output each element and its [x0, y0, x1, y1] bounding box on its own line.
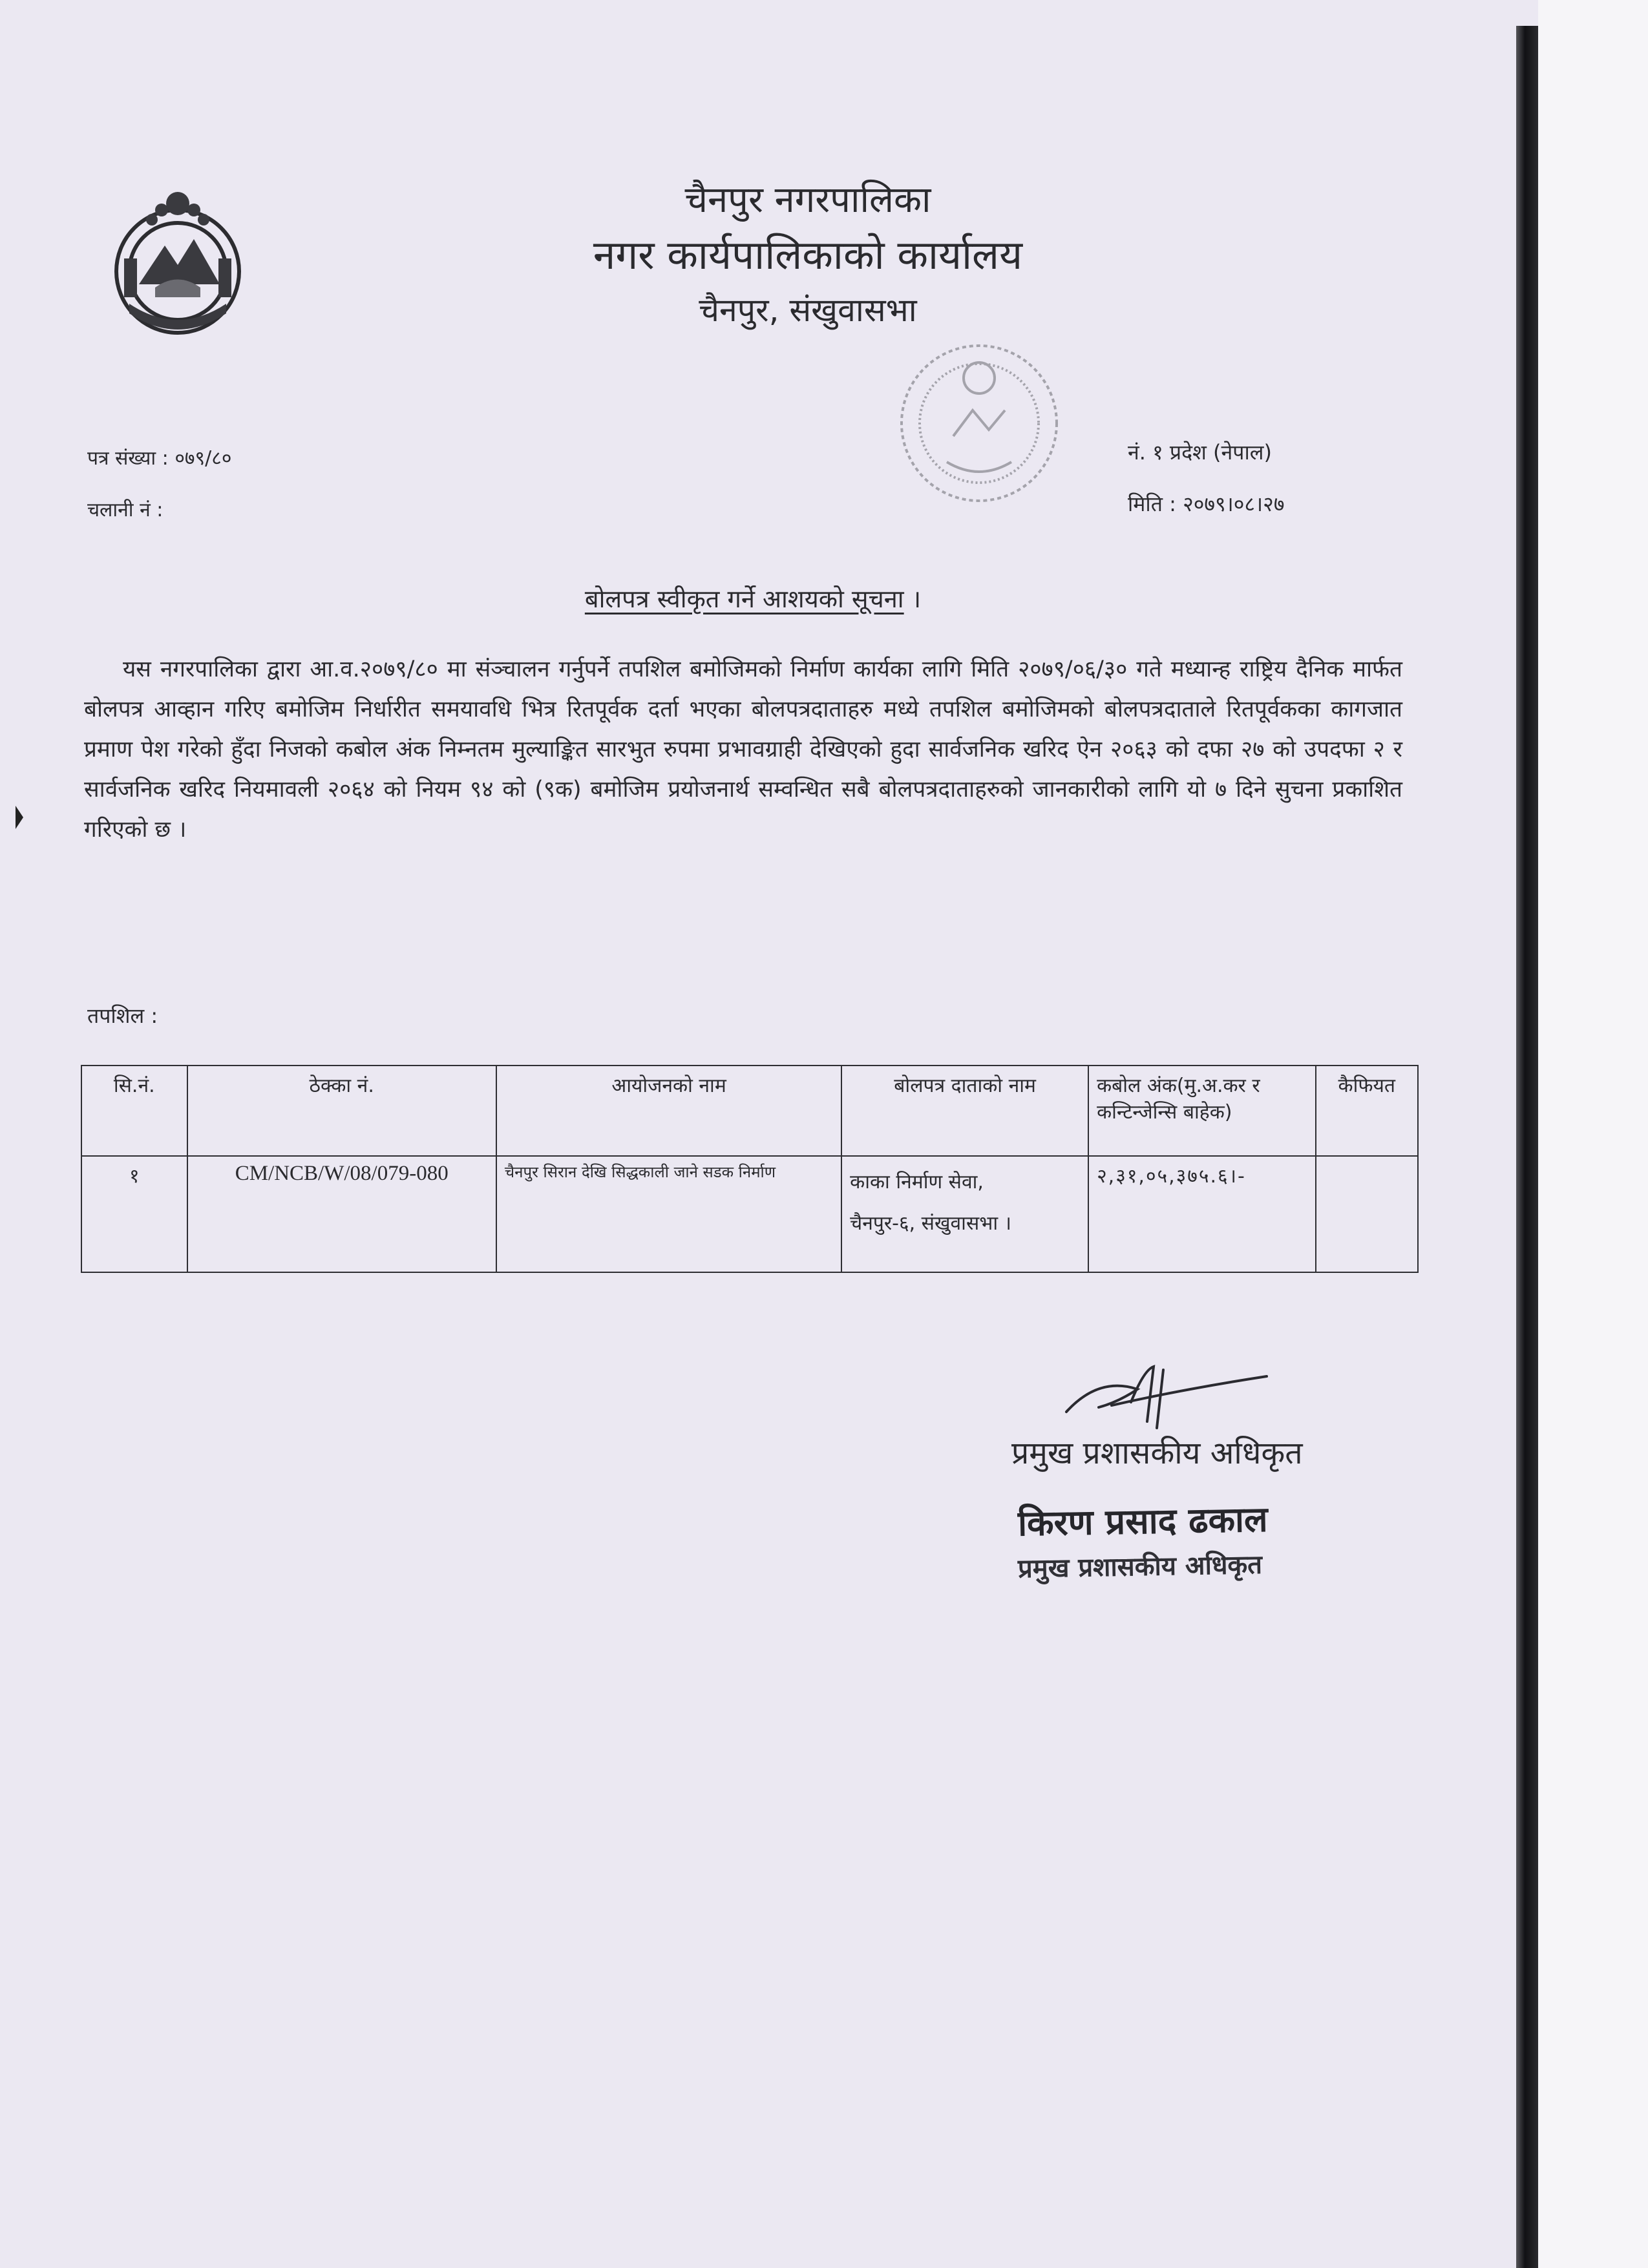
- scan-shadow-edge: [1516, 26, 1538, 2268]
- cell-bid-amount: २,३१,०५,३७५.६।-: [1088, 1156, 1315, 1272]
- scan-margin: [1538, 0, 1648, 2268]
- nepal-emblem-icon: [90, 174, 265, 349]
- table-row: [81, 1156, 1418, 1272]
- col-header-contract-no: ठेक्का नं.: [187, 1066, 496, 1156]
- tender-table: [81, 1065, 1419, 1273]
- signatory-title: प्रमुख प्रशासकीय अधिकृत: [1011, 1435, 1303, 1471]
- subject-text: बोलपत्र स्वीकृत गर्ने आशयको सूचना: [584, 585, 904, 613]
- cell-remarks: [1316, 1156, 1418, 1272]
- office-name: नगर कार्यपालिकाको कार्यालय: [593, 231, 1023, 278]
- col-header-bidder: बोलपत्र दाताको नाम: [841, 1066, 1088, 1156]
- province-label: नं. १ प्रदेश (नेपाल): [1128, 440, 1272, 465]
- notice-body: यस नगरपालिका द्वारा आ.व.२०७९/८० मा संञ्चालन गर्नुपर्ने तपशिल बमोजिमको निर्माण कार्यका लागि मिति २०७९/०६/३० गते मध्यान्ह राष्ट्रिय दैनिक मार्फत बोलपत्र आव्हान गरिए बमोजिम निर्धारीत समयावधि भित्र रितपूर्वक दर्ता भएका बोलपत्रदाताहरु मध्ये तपशिल बमोजिमको बोलपत्रदाताले रितपूर्वकका कागजात प्रमाण पेश गरेको हुँदा निजको कबोल अंक निम्नतम मुल्याङ्कित सारभुत रुपमा प्रभावग्राही देखिएको हुदा सार्वजनिक खरिद ऐन २०६३ को दफा २७ को उपदफा २ र सार्वजनिक खरिद नियमावली २०६४ को नियम ९४ को (९क) बमोजिम प्रयोजनार्थ सम्वन्धित सबै बोलपत्रदाताहरुको जानकारीको लागि यो ७ दिने सुचना प्रकाशित गरिएको छ ।: [84, 656, 1402, 843]
- cell-contract-no: CM/NCB/W/08/079-080: [187, 1156, 496, 1272]
- col-header-sn: सि.नं.: [81, 1066, 187, 1156]
- details-label: तपशिल :: [87, 1003, 158, 1028]
- office-address: चैनपुर, संखुवासभा: [699, 291, 917, 329]
- stamp-officer-name: किरण प्रसाद ढकाल: [1017, 1498, 1269, 1544]
- col-header-remarks: कैफियत: [1316, 1066, 1418, 1156]
- office-header: [452, 174, 1163, 336]
- subject-suffix: ।: [903, 585, 922, 613]
- letter-reference-number: पत्र संख्या : ०७९/८०: [87, 447, 232, 470]
- cell-sn: १: [81, 1156, 187, 1272]
- letter-meta-left: [87, 433, 231, 536]
- letter-date: मिति : २०७९।०८।२७: [1128, 492, 1285, 516]
- stamp-officer-title: प्रमुख प्रशासकीय अधिकृत: [1017, 1549, 1263, 1584]
- table-header-row: [81, 1066, 1418, 1156]
- office-seal-icon: [885, 326, 1073, 527]
- municipality-name: चैनपुर नगरपालिका: [684, 179, 931, 221]
- dispatch-number: चलानी नं :: [87, 499, 164, 521]
- cell-project: चैनपुर सिरान देखि सिद्धकाली जाने सडक निर्माण: [496, 1156, 841, 1272]
- notice-subject: [0, 582, 1506, 615]
- cell-bidder: [841, 1156, 1088, 1272]
- signature-scribble-icon: [1041, 1350, 1273, 1434]
- bidder-address: चैनपुर-६, संखुवासभा ।: [850, 1212, 1011, 1235]
- col-header-bid-amount: कबोल अंक(मु.अ.कर र कन्टिन्जेन्सि बाहेक): [1088, 1066, 1315, 1156]
- col-header-project: आयोजनको नाम: [496, 1066, 841, 1156]
- binding-mark-icon: [14, 804, 25, 830]
- bidder-name: काका निर्माण सेवा,: [850, 1171, 984, 1193]
- letter-meta-right: [1128, 426, 1284, 530]
